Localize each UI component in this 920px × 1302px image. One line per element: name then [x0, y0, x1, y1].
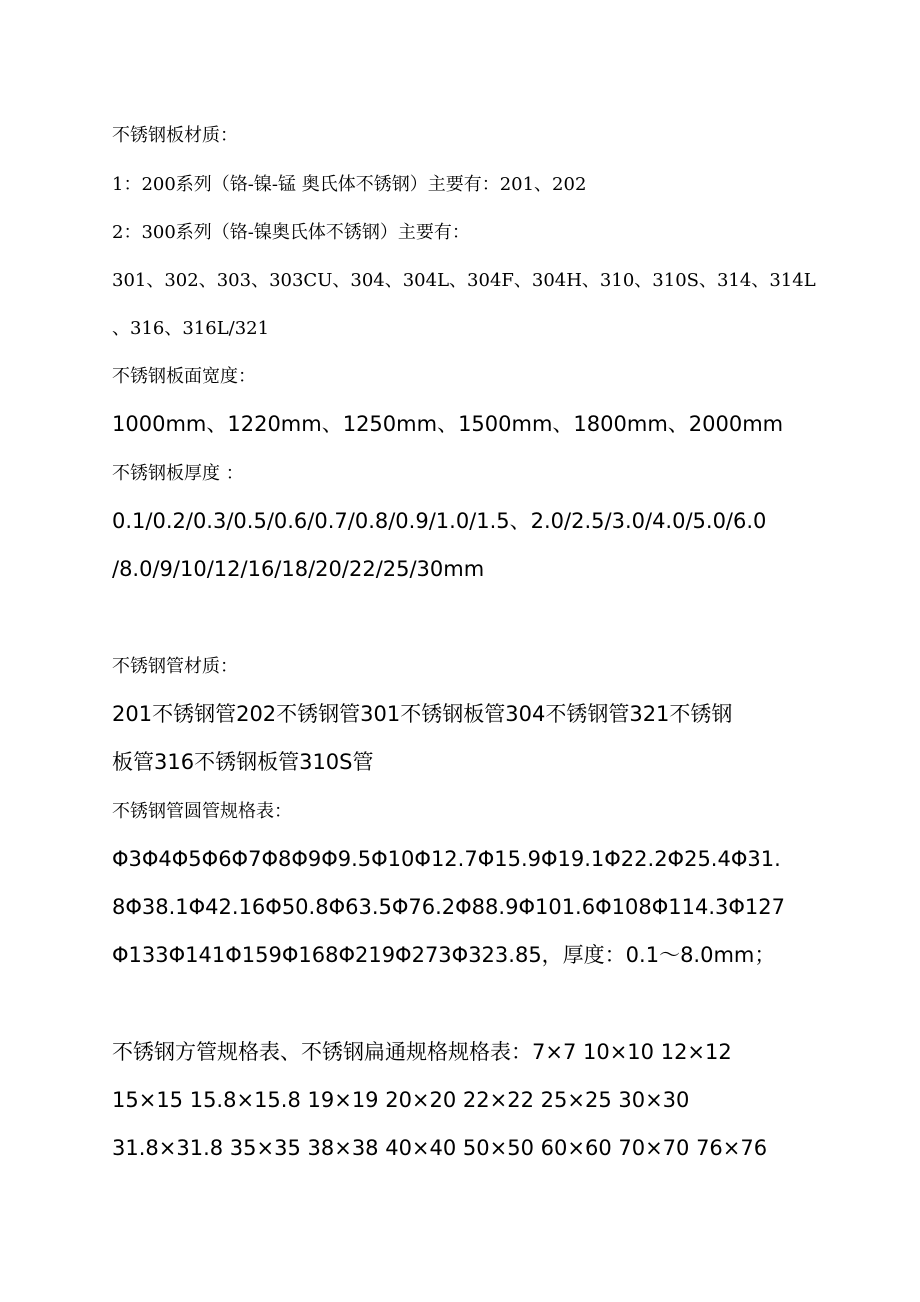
square-pipe-spec-heading: 不锈钢方管规格表、不锈钢扁通规格规格表：7×7 10×10 12×12 [112, 1040, 732, 1064]
sheet-thickness-values-continued: /8.0/9/10/12/16/18/20/22/25/30mm [112, 557, 485, 581]
sheet-width-heading: 不锈钢板面宽度： [112, 366, 256, 387]
series-300-line: 2：300系列（铬-镍奥氏体不锈钢）主要有： [112, 222, 470, 243]
round-pipe-spec-heading: 不锈钢管圆管规格表： [112, 801, 292, 822]
series-300-grades-continued: 、316、316L/321 [112, 318, 270, 339]
pipe-material-values: 201不锈钢管202不锈钢管301不锈钢板管304不锈钢管321不锈钢 [112, 702, 733, 726]
pipe-material-heading: 不锈钢管材质： [112, 656, 238, 677]
series-300-grades-line: 301、302、303、303CU、304、304L、304F、304H、310、310S、314、314L [112, 270, 816, 291]
round-pipe-spec-line-3: Φ133Φ141Φ159Φ168Φ219Φ273Φ323.85，厚度：0.1～8.0mm； [112, 943, 776, 967]
pipe-material-values-continued: 板管316不锈钢板管310S管 [112, 750, 374, 774]
square-pipe-spec-line-2: 15×15 15.8×15.8 19×19 20×20 22×22 25×25 30×30 [112, 1088, 690, 1112]
square-pipe-spec-line-3: 31.8×31.8 35×35 38×38 40×40 50×50 60×60 70×70 76×76 [112, 1136, 768, 1160]
round-pipe-spec-line-2: 8Φ38.1Φ42.16Φ50.8Φ63.5Φ76.2Φ88.9Φ101.6Φ108Φ114.3Φ127 [112, 895, 785, 919]
round-pipe-spec-line-1: Φ3Φ4Φ5Φ6Φ7Φ8Φ9Φ9.5Φ10Φ12.7Φ15.9Φ19.1Φ22.2Φ25.4Φ31. [112, 847, 781, 871]
sheet-material-heading: 不锈钢板材质： [112, 125, 238, 146]
sheet-thickness-values: 0.1/0.2/0.3/0.5/0.6/0.7/0.8/0.9/1.0/1.5、2.0/2.5/3.0/4.0/5.0/6.0 [112, 509, 767, 533]
series-200-line: 1：200系列（铬-镍-锰 奥氏体不锈钢）主要有：201、202 [112, 174, 587, 195]
sheet-thickness-heading: 不锈钢板厚度 ： [112, 463, 244, 484]
sheet-width-values: 1000mm、1220mm、1250mm、1500mm、1800mm、2000mm [112, 412, 784, 436]
